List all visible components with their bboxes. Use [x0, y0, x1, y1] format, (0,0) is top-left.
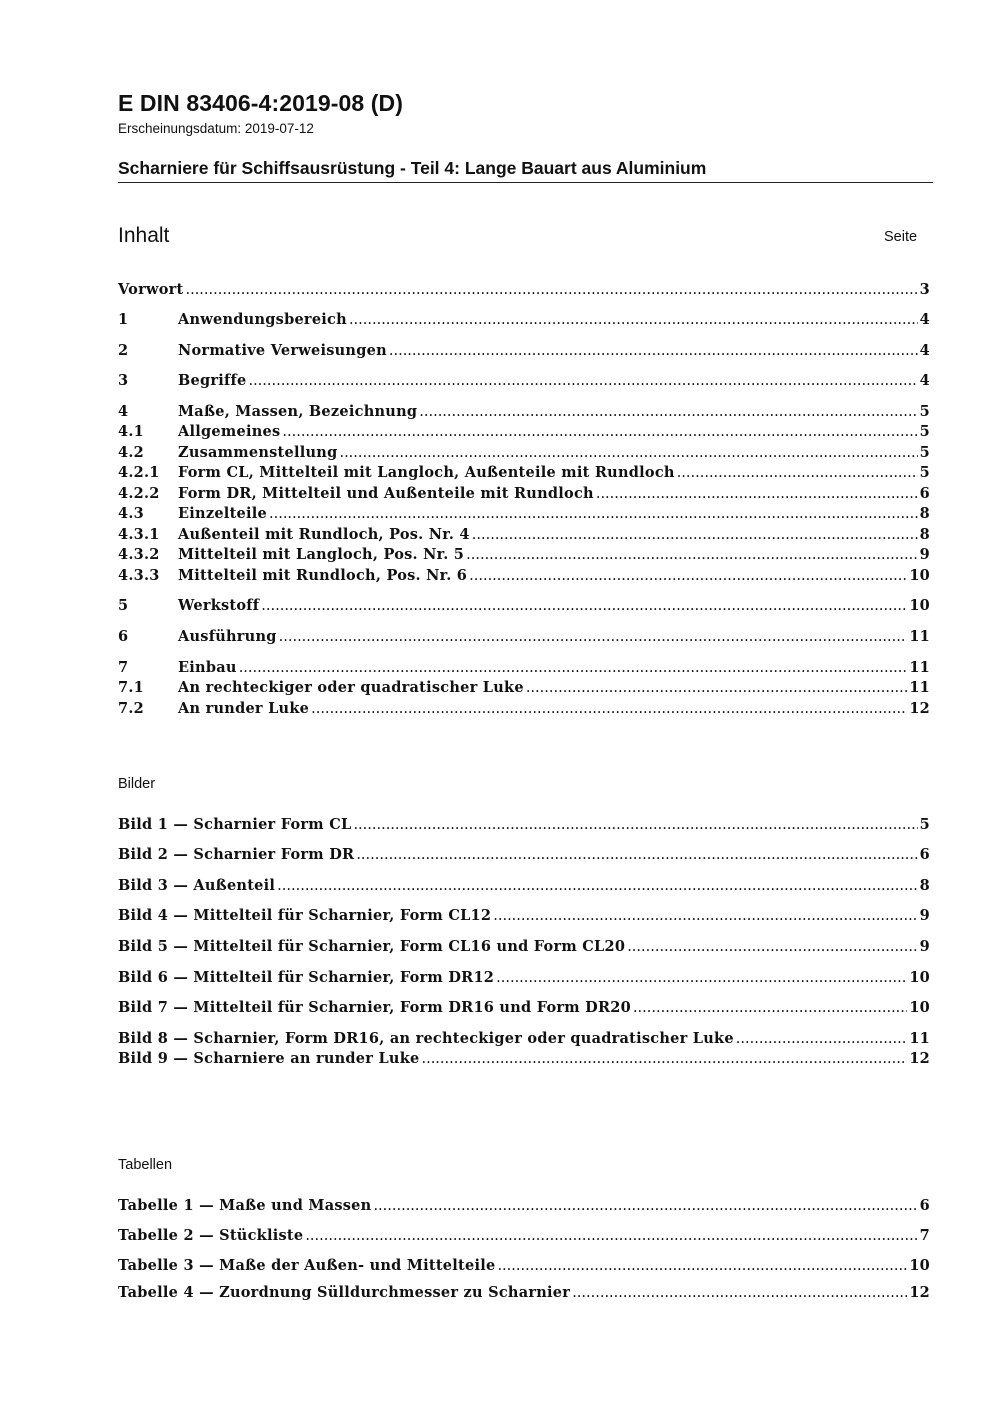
entry-label: Mittelteil mit Rundloch, Pos. Nr. 6 [178, 567, 468, 584]
toc-entry[interactable] [118, 444, 930, 464]
entry-label: Bild 6 — Mittelteil für Scharnier, Form DR12 [118, 969, 495, 986]
entry-page-number: 11 [909, 1030, 930, 1047]
entry-label: Bild 3 — Außenteil [118, 877, 276, 894]
dot-leader [389, 343, 918, 359]
figure-entry[interactable] [118, 1030, 930, 1050]
toc-entry-number: 4.3.1 [118, 526, 160, 543]
toc-entry-number: 4.3.2 [118, 546, 160, 563]
entry-label: Tabelle 4 — Zuordnung Sülldurchmesser zu Scharnier [118, 1284, 571, 1301]
dot-leader [677, 465, 918, 481]
dot-leader [497, 1258, 907, 1274]
entry-page-number: 11 [909, 679, 930, 696]
entry-page-number: 4 [919, 372, 930, 389]
entry-label: An rechteckiger oder quadratischer Luke [178, 679, 524, 696]
dot-leader [469, 568, 907, 584]
entry-page-number: 5 [919, 444, 930, 461]
toc-entry[interactable] [118, 597, 930, 617]
table-entry[interactable] [118, 1197, 930, 1217]
dot-leader [282, 424, 917, 440]
toc-entry[interactable] [118, 679, 930, 699]
dot-leader [279, 629, 908, 645]
document-title: Scharniere für Schiffsausrüstung - Teil 4: Lange Bauart aus Aluminium [118, 158, 707, 178]
toc-entry-number: 4.3 [118, 505, 144, 522]
entry-page-number: 10 [909, 567, 930, 584]
entry-page-number: 9 [919, 907, 930, 924]
entry-page-number: 6 [919, 846, 930, 863]
toc-entry[interactable] [118, 659, 930, 679]
entry-page-number: 9 [919, 546, 930, 563]
dot-leader [421, 1051, 907, 1067]
entry-page-number: 12 [909, 1050, 930, 1067]
entry-label: Tabelle 2 — Stückliste [118, 1227, 304, 1244]
figure-entry[interactable] [118, 969, 930, 989]
toc-entry-number: 4.3.3 [118, 567, 160, 584]
entry-page-number: 5 [919, 464, 930, 481]
dot-leader [261, 598, 907, 614]
entry-page-number: 4 [919, 311, 930, 328]
entry-label: Bild 5 — Mittelteil für Scharnier, Form CL16 und Form CL20 [118, 938, 626, 955]
entry-label: Normative Verweisungen [178, 342, 387, 359]
entry-page-number: 6 [919, 485, 930, 502]
toc-entry[interactable] [118, 464, 930, 484]
entry-page-number: 3 [919, 281, 930, 298]
dot-leader [419, 404, 917, 420]
dot-leader [269, 506, 918, 522]
figure-entry[interactable] [118, 816, 930, 836]
dot-leader [349, 312, 918, 328]
dot-leader [373, 1198, 917, 1214]
entry-label: Bild 8 — Scharnier, Form DR16, an rechteckiger oder quadratischer Luke [118, 1030, 734, 1047]
toc-entry[interactable] [118, 505, 930, 525]
entry-label: Tabelle 3 — Maße der Außen- und Mittelteile [118, 1257, 496, 1274]
toc-entry-number: 2 [118, 342, 129, 359]
figure-entry[interactable] [118, 999, 930, 1019]
toc-heading: Inhalt [118, 224, 170, 247]
entry-label: Einzelteile [178, 505, 267, 522]
entry-page-number: 4 [919, 342, 930, 359]
toc-entry[interactable] [118, 700, 930, 720]
dot-leader [493, 908, 917, 924]
entry-label: An runder Luke [178, 700, 310, 717]
entry-label: Zusammenstellung [178, 444, 338, 461]
entry-label: Bild 1 — Scharnier Form CL [118, 816, 352, 833]
figures-heading: Bilder [118, 776, 156, 792]
entry-page-number: 5 [919, 816, 930, 833]
entry-label: Anwendungsbereich [178, 311, 347, 328]
entry-label: Maße, Massen, Bezeichnung [178, 403, 418, 420]
toc-entry[interactable] [118, 628, 930, 648]
dot-leader [466, 547, 918, 563]
entry-page-number: 5 [919, 403, 930, 420]
entry-label: Bild 9 — Scharniere an runder Luke [118, 1050, 420, 1067]
entry-label: Ausführung [178, 628, 277, 645]
entry-page-number: 8 [919, 505, 930, 522]
dot-leader [526, 680, 907, 696]
entry-page-number: 10 [909, 1257, 930, 1274]
dot-leader [277, 878, 917, 894]
entry-label: Werkstoff [178, 597, 260, 614]
entry-page-number: 10 [909, 999, 930, 1016]
entry-label: Einbau [178, 659, 237, 676]
dot-leader [572, 1285, 907, 1301]
entry-label: Tabelle 1 — Maße und Massen [118, 1197, 372, 1214]
toc-entry[interactable] [118, 342, 930, 362]
entry-label: Mittelteil mit Langloch, Pos. Nr. 5 [178, 546, 465, 563]
entry-label: Vorwort [118, 281, 184, 298]
dot-leader [239, 660, 908, 676]
toc-entry-number: 7.1 [118, 679, 144, 696]
entry-page-number: 8 [919, 877, 930, 894]
toc-entry[interactable] [118, 423, 930, 443]
toc-entry-number: 6 [118, 628, 129, 645]
dot-leader [633, 1000, 907, 1016]
entry-page-number: 9 [919, 938, 930, 955]
dot-leader [736, 1031, 908, 1047]
toc-entry-number: 4.2.1 [118, 464, 160, 481]
tables-heading: Tabellen [118, 1157, 173, 1173]
entry-page-number: 12 [909, 1284, 930, 1301]
entry-page-number: 6 [919, 1197, 930, 1214]
toc-entry[interactable] [118, 546, 930, 566]
toc-entry[interactable] [118, 311, 930, 331]
figure-entry[interactable] [118, 877, 930, 897]
entry-page-number: 10 [909, 597, 930, 614]
entry-page-number: 7 [919, 1227, 930, 1244]
toc-entry-number: 4.2 [118, 444, 144, 461]
entry-page-number: 11 [909, 659, 930, 676]
document-id: E DIN 83406-4:2019-08 (D) [118, 90, 404, 116]
dot-leader [339, 445, 917, 461]
figure-entry[interactable] [118, 846, 930, 866]
dot-leader [496, 970, 907, 986]
toc-entry-number: 5 [118, 597, 129, 614]
toc-entry-number: 4 [118, 403, 129, 420]
entry-label: Allgemeines [178, 423, 281, 440]
entry-label: Form CL, Mittelteil mit Langloch, Außenteile mit Rundloch [178, 464, 675, 481]
figure-entry[interactable] [118, 1050, 930, 1070]
toc-entry-number: 3 [118, 372, 129, 389]
title-rule [118, 182, 933, 183]
entry-label: Begriffe [178, 372, 247, 389]
toc-entry-number: 1 [118, 311, 129, 328]
entry-label: Bild 2 — Scharnier Form DR [118, 846, 355, 863]
dot-leader [185, 282, 917, 298]
figure-entry[interactable] [118, 907, 930, 927]
publication-date: Erscheinungsdatum: 2019-07-12 [118, 121, 314, 136]
table-entry[interactable] [118, 1257, 930, 1277]
dot-leader [353, 817, 917, 833]
entry-page-number: 12 [909, 700, 930, 717]
dot-leader [248, 373, 917, 389]
table-entry[interactable] [118, 1284, 930, 1304]
dot-leader [311, 701, 907, 717]
entry-page-number: 11 [909, 628, 930, 645]
table-entry[interactable] [118, 1227, 930, 1247]
toc-entry-number: 4.1 [118, 423, 144, 440]
toc-entry[interactable] [118, 372, 930, 392]
toc-entry[interactable] [118, 485, 930, 505]
toc-entry[interactable] [118, 281, 930, 301]
dot-leader [356, 847, 917, 863]
dot-leader [596, 486, 918, 502]
dot-leader [627, 939, 917, 955]
toc-entry-number: 7 [118, 659, 129, 676]
toc-entry[interactable] [118, 403, 930, 423]
dot-leader [472, 527, 918, 543]
toc-entry[interactable] [118, 567, 930, 587]
page-column-label: Seite [884, 229, 918, 245]
entry-page-number: 10 [909, 969, 930, 986]
entry-label: Bild 4 — Mittelteil für Scharnier, Form CL12 [118, 907, 492, 924]
entry-page-number: 8 [919, 526, 930, 543]
toc-entry[interactable] [118, 526, 930, 546]
dot-leader [305, 1228, 917, 1244]
figure-entry[interactable] [118, 938, 930, 958]
entry-label: Bild 7 — Mittelteil für Scharnier, Form DR16 und Form DR20 [118, 999, 631, 1016]
entry-label: Form DR, Mittelteil und Außenteile mit Rundloch [178, 485, 594, 502]
entry-label: Außenteil mit Rundloch, Pos. Nr. 4 [178, 526, 470, 543]
entry-page-number: 5 [919, 423, 930, 440]
toc-entry-number: 4.2.2 [118, 485, 160, 502]
toc-entry-number: 7.2 [118, 700, 144, 717]
